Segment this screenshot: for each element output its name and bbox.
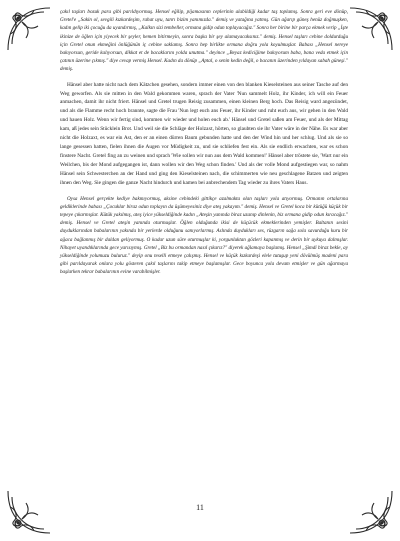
page-number: 11 xyxy=(196,503,204,512)
corner-ornament-icon xyxy=(348,4,396,52)
paragraph-turkish-1: çakıl taşları bozuk para gibi parıldıyormuş. Hensel eğilip, pijamasının ceplerinin alabildiği kadar taş toplamış. Sonra geri eve dönüp, Gretel'e „Sakin ol, sevgili kızkardeşim, rahat uyu, tanrı bizim yanımızda." demiş ve yatağına yatmış. Gün ağarıp güneş henüz doğmuşken, kadın gelip iki çocuğu da uyandırmış, „Kalkın sizi tembeller, ormana gidip odun toplayacağız." Sonra her birine bir parça ekmek verip „İşte ikinize de öğlen için yiyecek bir şeyler, hemen bitirmeyin, sonra başka bir şey alamayacaksınız." demiş. Hensel taşları cebine doldurduğu için Gretel onun ekmeğini önlüğünün iç cebine saklamış. Sonra hep birlikte ormana doğru yola koyulmuşlar. Babası „Hensel nereye bakıyorsun, geride kalıyorsun, dikkat et de bacaklarını yolda unutma." deyince „Beyaz kediciğime bakıyorum baba, bana veda etmek için çatının üzerine çıkmış." diye cevap vermiş Hensel. Kadın da dönüp „Aptal, o senin kedin değil, o bacanın üzerinden yıldayan sabah güneşi." demiş. xyxy=(60,9,348,73)
paragraph-turkish-2: Oysa Hensel gerçekte kediye bakmıyormuş, aksine cebindeki gittikçe azalmakta olan taşları yola atıyormuş. Ormanın ortalarına geldiklerinde babası „Çocuklar biraz odun toplayın da üşümeyesiniz diye ateş yakayım." demiş. Hensel ve Gretel koca bir kütüğü küçük bir tepeye çıkarmışlar. Kütük yakılmış, ateş iyice yükseldiğinde kadın „Ateşin yanında biraz uzanıp dinlenin, biz ormana gidip odun kıracağız." demiş. Hensel ve Gretel ateşin yanında oturmuşlar. Öğlen olduğunda ikisi de küçücük ekmeklerinden yemişler. Baltanın sesini duyduklarından babalarının yakında bir yerlerde olduğunu sanıyorlarmış. Aslında duydukları ses, rüzgarın sağa sola savurduğu kuru bir ağaca bağlanmış bir daldan geliyormuş. O kadar uzun süre oturmuşlar ki, yorgunluktan gözleri kapanmış ve derin bir uykuya dalmışlar. Nihayet uyandıklarında gece yarısıymış. Gretel „Biz bu ormandan nasıl çıkarız?" diyerek ağlamaya başlamış. Hensel „Şimdi biraz bekle, ay yükseldiğinde yolumuzu buluruz." deyip onu teselli etmeye çalışmış. Hensel ve küçük kızkardeşi elele tutuşup yeni dövülmüş madeni para gibi parıldayarak onlara yolu gösteren çakıl taşlarını takip etmeye başlamışlar. Gece boyunca yola devam etmişler ve gün ağarmaya başlarken tekrar babalarının evine varabilmişler. xyxy=(60,195,348,276)
paragraph-german: Hänsel aber hatte nicht nach dem Kätzchen gesehen, sondern immer einen von den blanken Kieselsteinen aus seiner Tasche auf den Weg geworfen. Als sie mitten in den Wald gekommen waren, sprach der Vater 'Nun sammelt Holz, ihr Kinder, ich will ein Feuer anmachen, damit ihr nicht friert. Hänsel und Gretel trugen Reisig zusammen, einen kleinen Berg hoch. Das Reisig ward angezündet, und als die Flamme recht hoch brannte, sagte die Frau 'Nun legt euch ans Feuer, ihr Kinder und ruht euch aus, wir gehen in den Wald und hauen Holz. Wenn wir fertig sind, kommen wir wieder und holen euch ab.' Hänsel und Gretel saßen am Feuer, und als der Mittag kam, aß jedes sein Stücklein Brot. Und weil sie die Schläge der Holzaxt, hörten, so glaubten sie ihr Vater wäre in der Nähe. Es war aber nicht die Holzaxt, es war ein Ast, den er an einen dürren Baum gebunden hatte und den der Wind hin und her schlug. Und als sie so lange gesessen hatten, fielen ihnen die Augen vor Müdigkeit zu, und sie schliefen fest ein. Als sie endlich erwachten, war es schon finstere Nacht. Gretel fing an zu weinen und sprach 'Wie sollen wir nun aus dem Wald kommen!' Hänsel aber tröstete sie, 'Wart nur ein Weilchen, bis der Mond aufgegangen ist, dann wollen wir den Weg schon finden.' Und als der volle Mond aufgestiegen war, so nahm Hänsel sein Schwesterchen an der Hand und ging den Kieselsteinen nach, die schimmerten wie neu geschlagene Batzen und zeigten ihnen den Weg. Sie gingen die ganze Nacht hindurch und kamen bei anbrechendem Tag wieder zu ihres Vaters Haus. xyxy=(60,81,348,186)
corner-ornament-icon xyxy=(4,489,52,537)
corner-ornament-bottom-left xyxy=(4,489,52,537)
page-text xyxy=(60,8,348,282)
corner-ornament-bottom-right xyxy=(348,489,396,537)
corner-ornament-icon xyxy=(4,4,52,52)
corner-ornament-icon xyxy=(348,489,396,537)
corner-ornament-top-right xyxy=(348,4,396,52)
corner-ornament-top-left xyxy=(4,4,52,52)
